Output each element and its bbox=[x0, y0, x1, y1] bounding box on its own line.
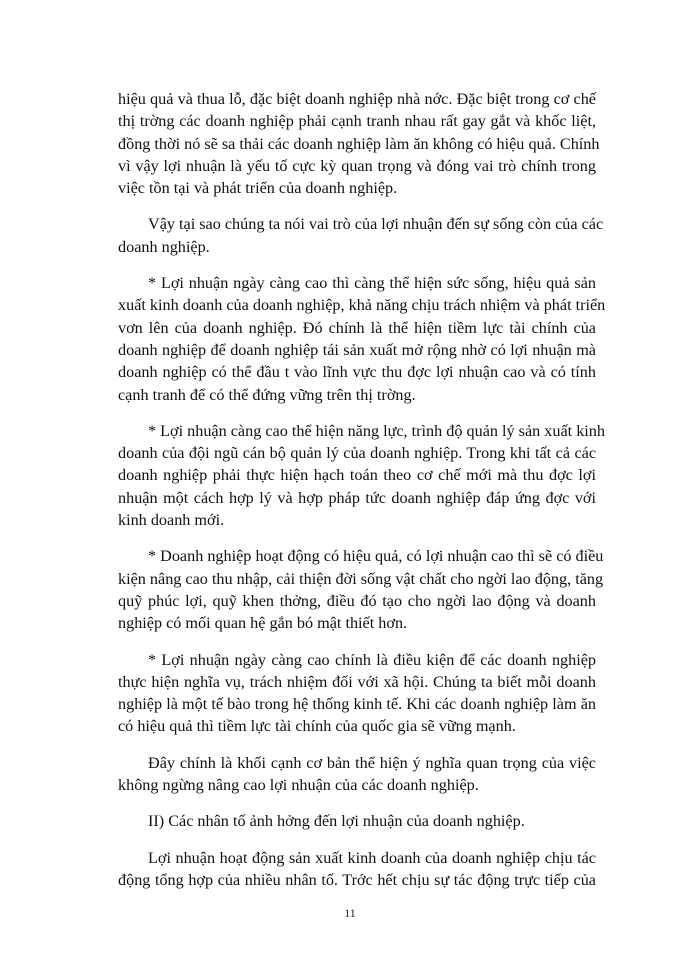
text-line: đồng thời nó sẽ sa thải các doanh nghiệp làm ăn không có hiệu quả. Chính bbox=[118, 134, 600, 153]
body-text bbox=[118, 88, 606, 905]
page-number: 11 bbox=[344, 906, 356, 920]
text-line: nhuận một cách hợp lý và hợp pháp tức doanh nghiệp đáp ứng đợc với bbox=[118, 488, 596, 507]
text-line: * Doanh nghiệp hoạt động có hiệu quả, có lợi nhuận cao thì sẽ có điều bbox=[148, 547, 604, 566]
text-line: kiện nâng cao thu nhập, cải thiện đời sống vật chất cho ngời lao động, tăng bbox=[118, 569, 604, 588]
text-line: thực hiện nghĩa vụ, trách nhiệm đối với xã hội. Chúng ta biết mỗi doanh bbox=[118, 672, 596, 691]
text-line: doanh của đội ngũ cán bộ quản lý của doanh nghiệp. Trong khi tất cả các bbox=[118, 444, 596, 463]
text-line: doanh nghiệp có thể đầu t vào lĩnh vực thu đợc lợi nhuận cao và có tính bbox=[118, 363, 596, 382]
section-heading bbox=[118, 810, 596, 832]
paragraph-5 bbox=[118, 545, 604, 634]
text-line: vơn lên của doanh nghiệp. Đó chính là thể hiện tiềm lực tài chính của bbox=[118, 318, 596, 337]
text-line: doanh nghiệp để doanh nghiệp tái sản xuất mở rộng nhờ có lợi nhuận mà bbox=[118, 340, 596, 359]
text-line: cạnh tranh để có thể đứng vững trên thị trờng. bbox=[118, 385, 416, 404]
text-line: II) Các nhân tố ảnh hởng đến lợi nhuận của doanh nghiệp. bbox=[148, 812, 525, 831]
text-line: Lợi nhuận hoạt động sản xuất kinh doanh của doanh nghiệp chịu tác bbox=[148, 848, 596, 867]
paragraph-8 bbox=[118, 847, 596, 892]
text-line: động tổng hợp của nhiều nhân tố. Trớc hết chịu sự tác động trực tiếp của bbox=[118, 870, 596, 889]
text-line: * Lợi nhuận càng cao thể hiện năng lực, trình độ quản lý sản xuất kinh bbox=[148, 421, 605, 440]
text-line: doanh nghiệp. bbox=[118, 237, 210, 256]
text-line: hiệu quả và thua lỗ, đặc biệt doanh nghiệp nhà nớc. Đặc biệt trong cơ chế bbox=[118, 90, 596, 108]
text-line: doanh nghiệp phải thực hiện hạch toán theo cơ chế mới mà thu đợc lợi bbox=[118, 466, 596, 485]
paragraph-2 bbox=[118, 213, 604, 258]
text-line: nghiệp là một tế bào trong hệ thống kinh tế. Khi các doanh nghiệp làm ăn bbox=[118, 695, 596, 714]
paragraph-1 bbox=[118, 88, 600, 199]
paragraph-3 bbox=[118, 272, 606, 406]
text-line: * Lợi nhuận ngày càng cao chính là điều kiện để các doanh nghiệp bbox=[148, 650, 596, 669]
text-line: kinh doanh mới. bbox=[118, 511, 225, 530]
text-line: * Lợi nhuận ngày càng cao thì càng thể hiện sức sống, hiệu quả sản bbox=[148, 274, 596, 293]
text-line: nghiệp có mối quan hệ gắn bó mật thiết hơn. bbox=[118, 614, 408, 633]
paragraph-7 bbox=[118, 752, 596, 797]
text-line: không ngừng nâng cao lợi nhuận của các doanh nghiệp. bbox=[118, 776, 479, 795]
text-line: thị trờng các doanh nghiệp phải cạnh tranh nhau rất gay gắt và khốc liệt, bbox=[118, 112, 596, 131]
text-line: vì vậy lợi nhuận là yếu tố cực kỳ quan trọng và đóng vai trò chính trong bbox=[118, 156, 596, 175]
text-line: Vậy tại sao chúng ta nói vai trò của lợi nhuận đến sự sống còn của các bbox=[148, 215, 604, 234]
paragraph-4 bbox=[118, 420, 605, 531]
text-line: xuất kinh doanh của doanh nghiệp, khả năng chịu trách nhiệm và phát triển bbox=[118, 296, 606, 315]
paragraph-6 bbox=[118, 649, 596, 738]
text-line: việc tồn tại và phát triển của doanh nghiệp. bbox=[118, 179, 398, 198]
text-line: quỹ phúc lợi, quỹ khen thởng, điều đó tạo cho ngời lao động và doanh bbox=[118, 591, 596, 610]
text-line: Đây chính là khối cạnh cơ bản thể hiện ý nghĩa quan trọng của việc bbox=[148, 753, 596, 772]
text-line: có hiệu quả thì tiềm lực tài chính của quốc gia sẽ vững mạnh. bbox=[118, 717, 516, 736]
